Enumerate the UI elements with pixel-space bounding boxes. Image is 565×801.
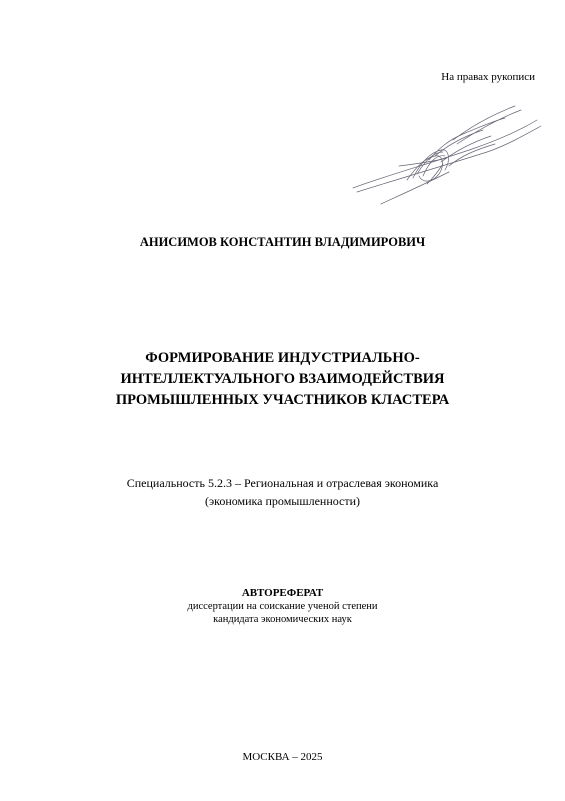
title-line: ПРОМЫШЛЕННЫХ УЧАСТНИКОВ КЛАСТЕРА	[115, 392, 450, 408]
specialty-line: Специальность 5.2.3 – Региональная и отраслевая экономика	[126, 476, 439, 490]
place-year: МОСКВА – 2025	[242, 751, 323, 763]
rights-note: На правах рукописи	[441, 71, 535, 83]
author-name: АНИСИМОВ КОНСТАНТИН ВЛАДИМИРОВИЧ	[139, 235, 426, 249]
specialty-subline: (экономика промышленности)	[204, 494, 361, 508]
dissertation-title	[0, 348, 565, 411]
document-purpose	[0, 600, 565, 626]
signature-icon	[345, 96, 545, 216]
document-type: АВТОРЕФЕРАТ	[241, 587, 324, 599]
title-line: ФОРМИРОВАНИЕ ИНДУСТРИАЛЬНО-	[145, 350, 420, 366]
purpose-line: диссертации на соискание ученой степени	[187, 601, 378, 612]
title-line: ИНТЕЛЛЕКТУАЛЬНОГО ВЗАИМОДЕЙСТВИЯ	[120, 371, 445, 387]
specialty-block	[0, 474, 565, 510]
purpose-line: кандидата экономических наук	[213, 614, 352, 625]
